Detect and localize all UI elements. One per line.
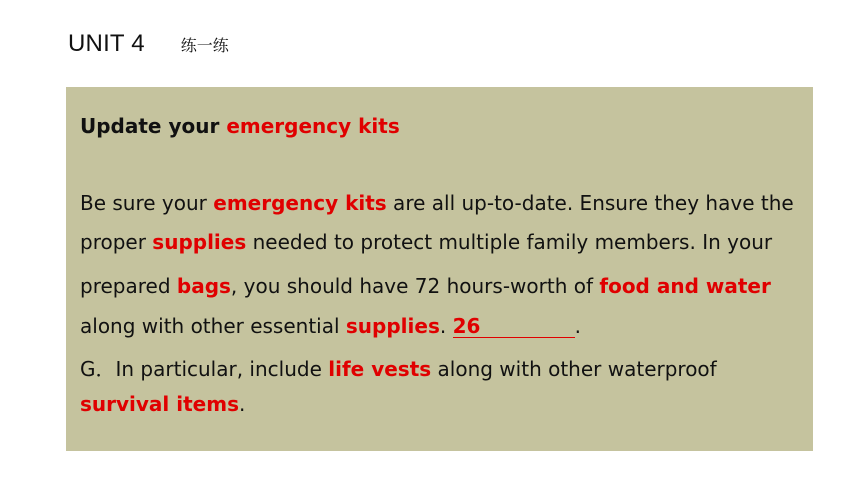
text: along with other essential <box>80 314 346 338</box>
text: needed to protect multiple family members. In your <box>246 230 773 254</box>
passage-line-1 <box>80 191 794 215</box>
keyword-life-vests: life vests <box>328 357 432 381</box>
passage-title-highlight: emergency kits <box>226 114 400 138</box>
passage-title <box>80 114 400 138</box>
keyword-supplies: supplies <box>152 230 247 254</box>
unit-label: UNIT 4 <box>68 30 145 57</box>
passage-line-6 <box>80 392 245 416</box>
text: are all up-to-date. Ensure they have the <box>386 191 794 215</box>
keyword-bags: bags <box>176 274 231 298</box>
text: . <box>574 314 581 338</box>
keyword-food-and-water: food and water <box>599 274 771 298</box>
passage-line-3 <box>80 274 771 298</box>
passage-line-2 <box>80 230 772 254</box>
text: proper <box>80 230 153 254</box>
passage-title-plain: Update your <box>80 114 227 138</box>
text: G．In particular, include <box>80 357 329 381</box>
keyword-emergency-kits: emergency kits <box>213 191 387 215</box>
text: along with other waterproof <box>431 357 717 381</box>
passage-line-5 <box>80 353 717 382</box>
text: . <box>439 314 453 338</box>
text: prepared <box>80 274 177 298</box>
answer-blank-26: 26 <box>453 315 575 338</box>
keyword-survival-items: survival items <box>80 392 239 416</box>
text: , you should have 72 hours-worth of <box>230 274 600 298</box>
text: Be sure your <box>80 191 214 215</box>
reading-passage-panel <box>66 87 813 451</box>
section-subtitle: 练一练 <box>180 36 229 55</box>
text: . <box>238 392 246 416</box>
slide-header <box>68 30 229 58</box>
keyword-supplies: supplies <box>345 314 440 338</box>
passage-line-4 <box>80 314 581 338</box>
